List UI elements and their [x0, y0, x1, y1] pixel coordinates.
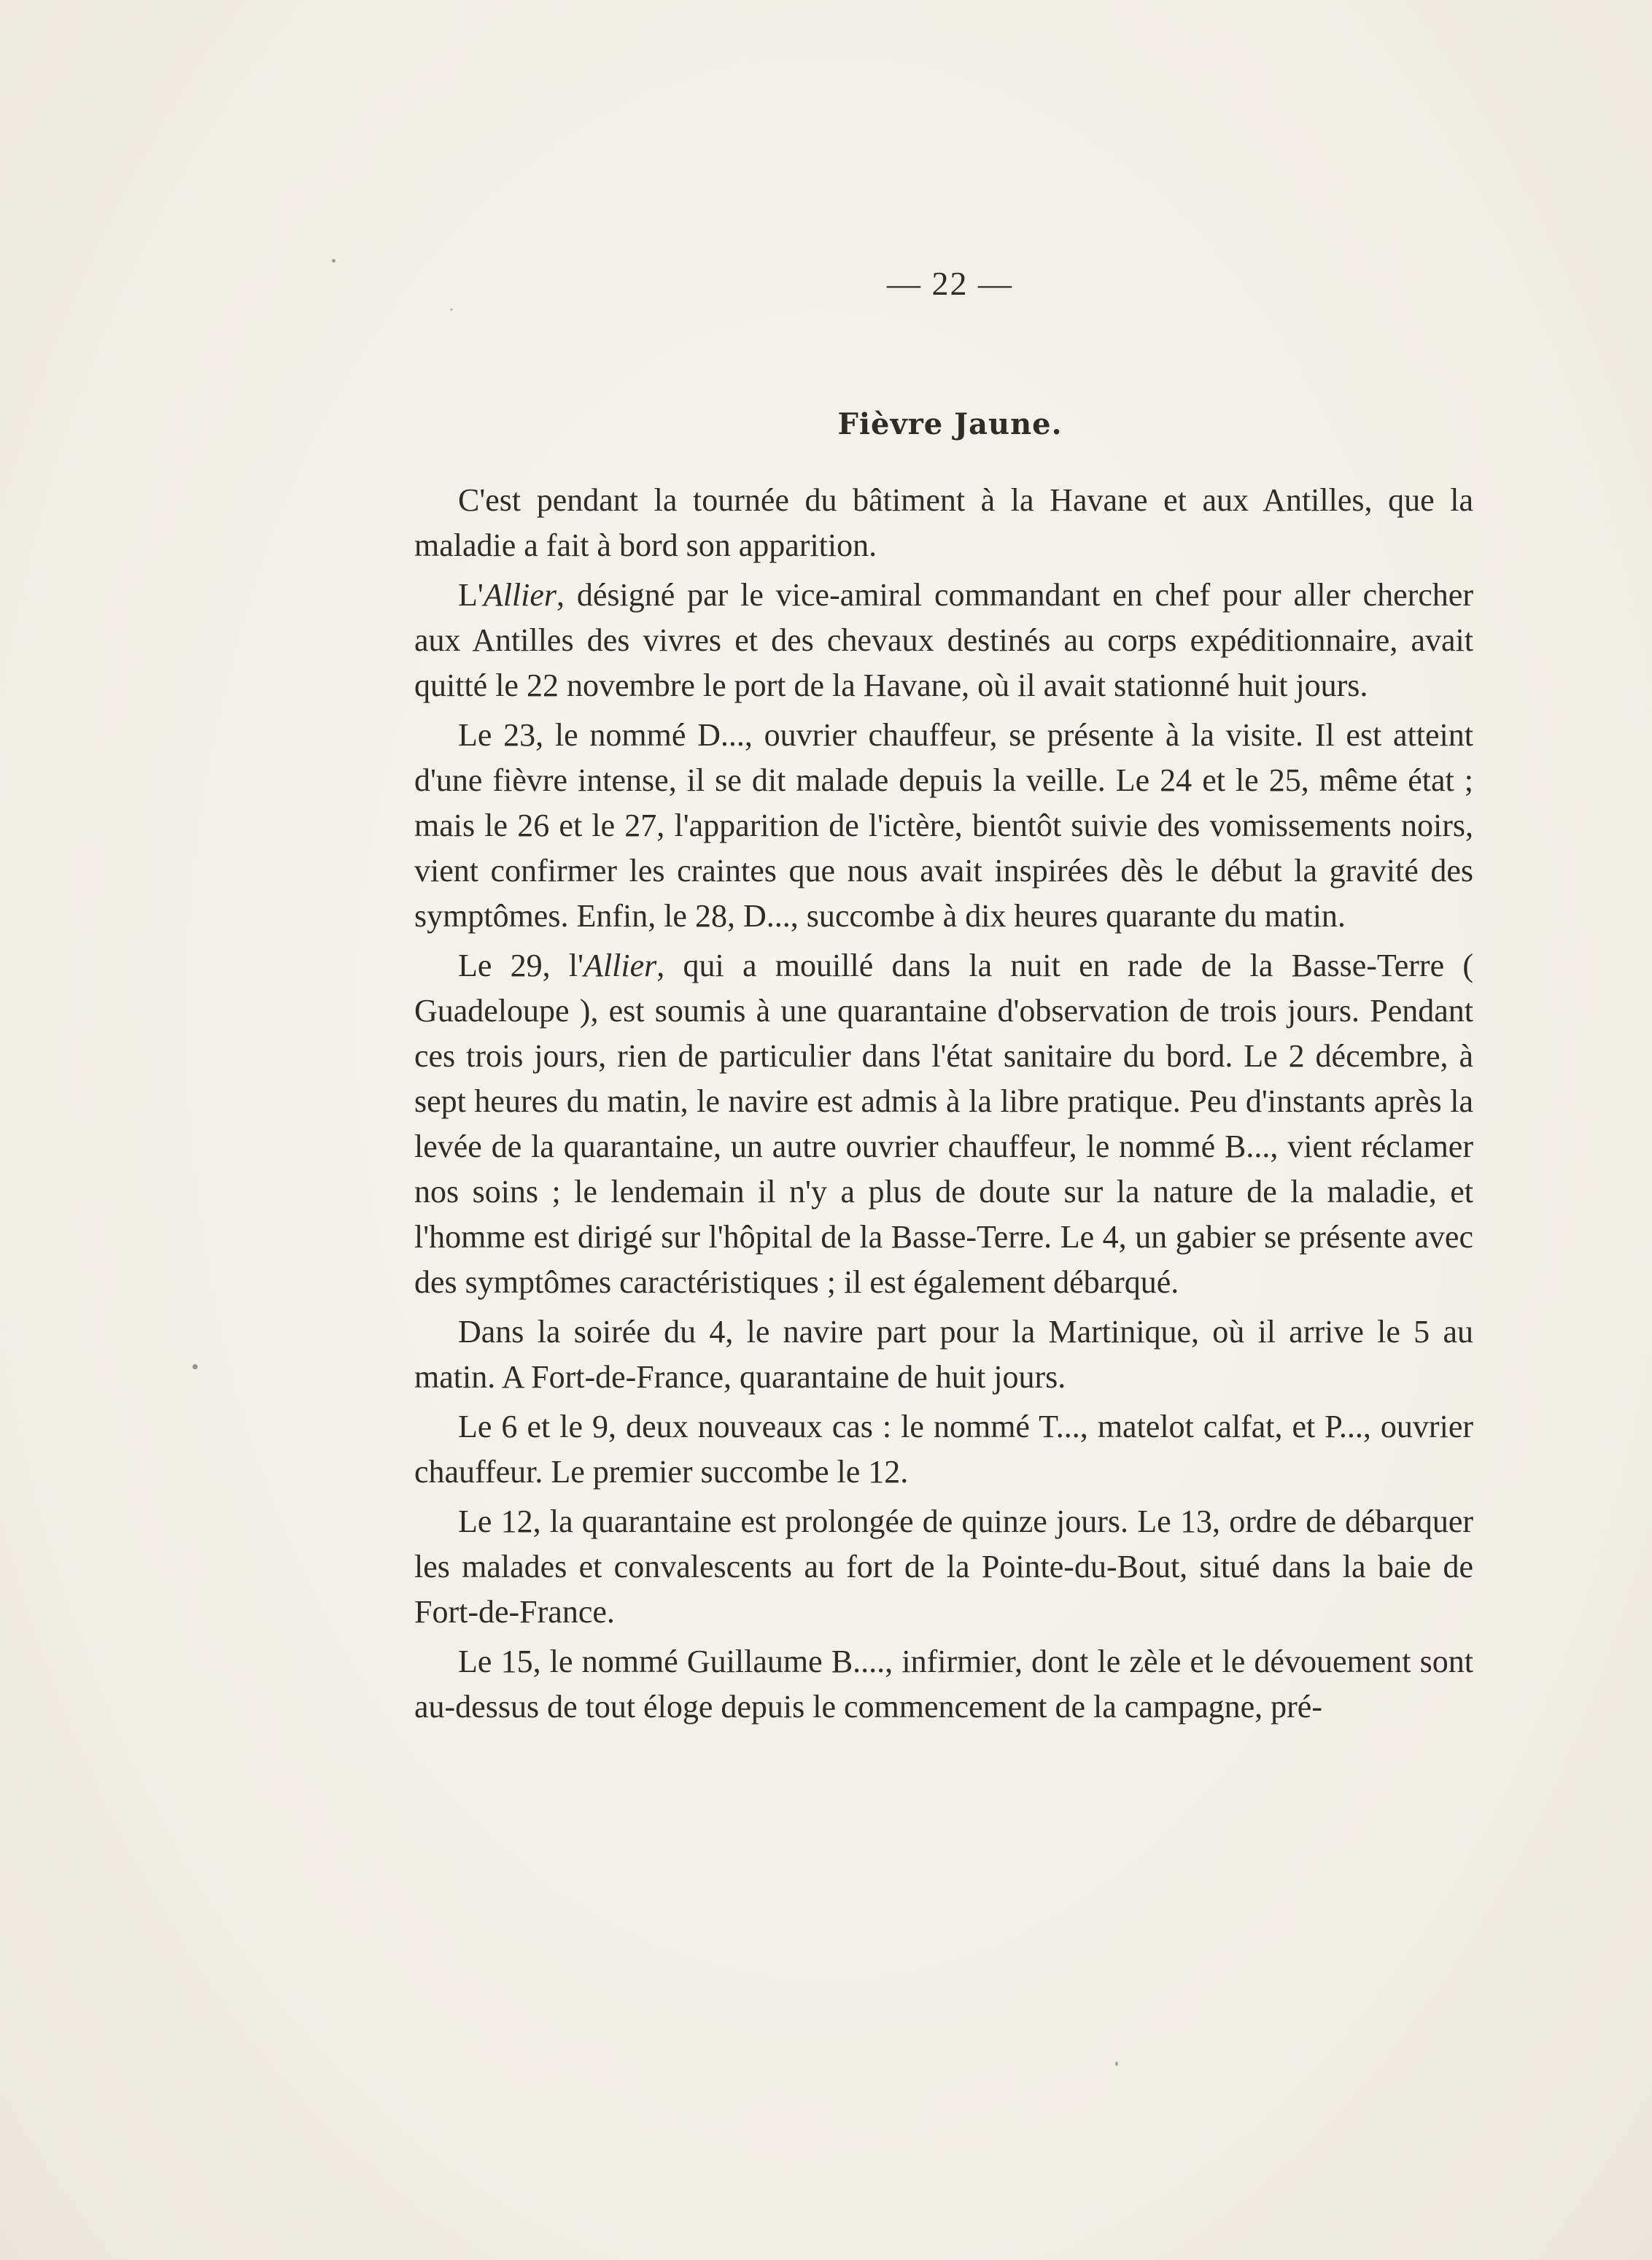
ship-name: Allier [583, 948, 657, 983]
ink-speck [332, 259, 336, 263]
paragraph [414, 478, 1473, 568]
paragraph [414, 713, 1473, 939]
paragraph-text: Le 23, le nommé D..., ouvrier chauffeur, se présente à la visite. Il est atteint d'une fièvre intense, il se dit malade depuis la veille. Le 24 et le 25, même état ; mais le 26 et le 27, l'apparition de l'ictère, bientôt suivie des vomissements noirs, vient confirmer les craintes que nous avait inspirées dès le début la gravité des symptômes. Enfin, le 28, D..., succombe à dix heures quarante du matin. [414, 717, 1473, 934]
paragraph [414, 1309, 1473, 1400]
paragraph-text: Le 15, le nommé Guillaume B...., infirmier, dont le zèle et le dévouement sont au-dessus de tout éloge depuis le commencement de la campagne, pré- [414, 1644, 1473, 1725]
paragraph-text: Le 12, la quarantaine est prolongée de quinze jours. Le 13, ordre de débarquer les malades et convalescents au fort de la Pointe-du-Bout, situé dans la baie de Fort-de-France. [414, 1504, 1473, 1630]
page-number: — 22 — [887, 265, 1013, 302]
paragraph-text: Le 6 et le 9, deux nouveaux cas : le nommé T..., matelot calfat, et P..., ouvrier chauffeur. Le premier succombe le 12. [414, 1409, 1473, 1490]
paragraph-text: C'est pendant la tournée du bâtiment à la Havane et aux Antilles, que la maladie a fait à bord son apparition. [414, 482, 1473, 563]
paragraph [414, 943, 1473, 1305]
ink-speck [450, 309, 453, 311]
paragraph-text: , désigné par le vice-amiral commandant en chef pour aller chercher aux Antilles des vivres et des chevaux destinés au corps expéditionnaire, avait quitté le 22 novembre le port de la Havane, où il avait stationné huit jours. [414, 577, 1473, 703]
ship-name: Allier [483, 577, 557, 613]
paragraph-text: Dans la soirée du 4, le navire part pour la Martinique, où il arrive le 5 au matin. A Fort-de-France, quarantaine de huit jours. [414, 1314, 1473, 1395]
body-text [414, 478, 1473, 1730]
paragraph [414, 573, 1473, 708]
paragraph [414, 1404, 1473, 1495]
paragraph-text: , qui a mouillé dans la nuit en rade de la Basse-Terre ( Guadeloupe ), est soumis à une quarantaine d'observation de trois jours. Pendant ces trois jours, rien de particulier dans l'état sanitaire du bord. Le 2 décembre, à sept heures du matin, le navire est admis à la libre pratique. Peu d'instants après la levée de la quarantaine, un autre ouvrier chauffeur, le nommé B..., vient réclamer nos soins ; le lendemain il n'y a plus de doute sur la nature de la maladie, et l'homme est dirigé sur l'hôpital de la Basse-Terre. Le 4, un gabier se présente avec des symptômes caractéristiques ; il est également débarqué. [414, 948, 1474, 1300]
paragraph-text: Le 29, l' [458, 948, 584, 983]
section-heading: Fièvre Jaune. [837, 407, 1063, 441]
paragraph [414, 1499, 1473, 1635]
ink-speck [1115, 2062, 1118, 2066]
paragraph [414, 1639, 1473, 1730]
ink-speck [193, 1364, 198, 1369]
paragraph-text: L' [458, 577, 484, 613]
